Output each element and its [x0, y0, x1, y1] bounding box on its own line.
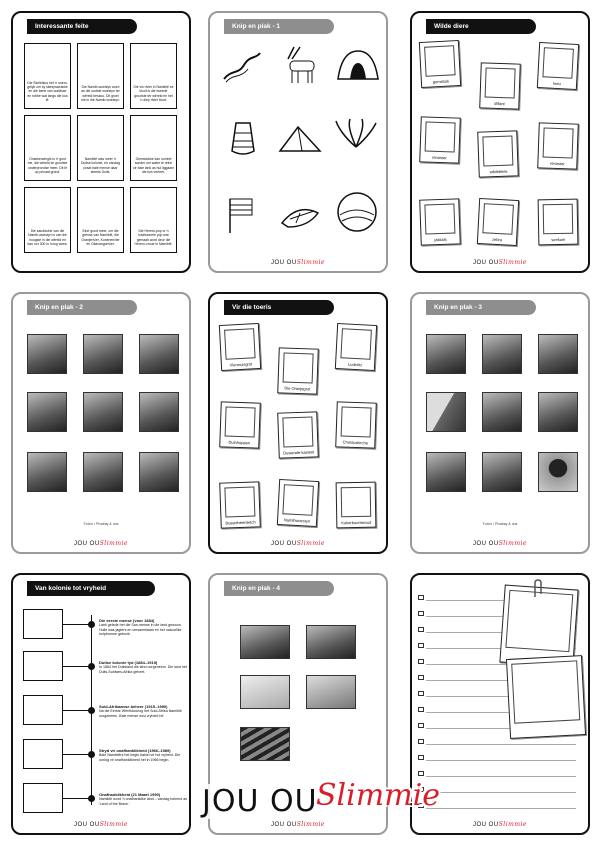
welwitschia-icon: [334, 117, 378, 157]
footer-logo: JOU OUSlimmie: [74, 821, 128, 828]
photo-frame: Duinhoppen: [219, 401, 261, 448]
checkbox[interactable]: [418, 627, 424, 632]
photo-oryx: [27, 452, 67, 492]
checkbox[interactable]: [418, 755, 424, 760]
photo-jackal: [83, 334, 123, 374]
fact-card: Namibië was meer 'n Duitse kolonie, en vandag praat baie mense daar steeds Duits.: [77, 115, 124, 181]
photo-quiver-trees: [426, 334, 466, 374]
fact-card: Onsekerwingis is 'n gunt me, die wêreld se grootste onderprondse meer. Dit lê op privaat grond.: [24, 115, 71, 181]
photo-frame: Duwende-kasteel: [277, 411, 319, 458]
timeline-entry: Stryd vir onafhanklikheid (1966–1989) Baie Namibiërs het begin baklei vir hul vryheid. Die oorlog vir onafhanklikheid het in 1966 begin.: [99, 748, 181, 762]
photo-frame: gemsbok: [419, 40, 461, 88]
photo-waterfall: [482, 452, 522, 492]
checkbox[interactable]: [418, 659, 424, 664]
note-line: [426, 792, 576, 793]
photo-house: [426, 452, 466, 492]
photo-frame: Christuskirche: [335, 401, 377, 448]
fact-card: Die Herero-pop is 'n tradisionele pop wat gemaak word deur die Herero-vroue in Namibië.: [130, 187, 177, 253]
photo-acacia-savanna: [482, 334, 522, 374]
photo-frame: zebra: [477, 198, 519, 246]
sheet-wild-animals: [410, 11, 590, 273]
canyon-icon: [336, 191, 378, 233]
note-line: [426, 776, 576, 777]
timeline-box: [23, 651, 63, 681]
photo-frame: renoster: [537, 122, 579, 169]
timeline-dot: [88, 795, 95, 802]
photo-rhino: [139, 334, 179, 374]
checkbox[interactable]: [418, 691, 424, 696]
timeline-box: [23, 739, 63, 769]
photo-frame: Vlermuisgrot: [219, 323, 261, 371]
brand-logo: [198, 778, 448, 838]
timeline-dot: [88, 663, 95, 670]
note-line: [426, 760, 576, 761]
photo-lion: [83, 392, 123, 432]
footer-logo: JOU OUSlimmie: [271, 540, 325, 547]
timeline-connector: [63, 798, 91, 799]
timeline-dot: [88, 751, 95, 758]
photo-river-canyon: [482, 392, 522, 432]
fact-card: Die vis rivier in Namibië se kloof is die tweede grootste ter wêreld en het 'n diep rivier kloof.: [130, 43, 177, 109]
footer-logo: JOU OUSlimmie: [271, 259, 325, 266]
timeline-dot: [88, 707, 95, 714]
footer-logo: JOU OUSlimmie: [271, 821, 325, 828]
photo-zebra: [83, 452, 123, 492]
checkbox[interactable]: [418, 771, 424, 776]
photo-signing: [306, 675, 356, 709]
photo-credit: Foto's / Pixabay & ons: [83, 522, 119, 526]
photo-rocks: [538, 334, 578, 374]
sheet-interesting-facts: [11, 11, 191, 273]
timeline-box: [23, 609, 63, 639]
photo-frame-large: [506, 655, 586, 739]
timeline-entry: Duitse kolonie tyd (1884–1915) In 1884 het Duitsland die land oorgeneem. Die land het Duits-Suidwes-Afrika geheet.: [99, 660, 187, 674]
note-line: [426, 744, 576, 745]
checkbox[interactable]: [418, 643, 424, 648]
sheet-knip-3: [410, 292, 590, 554]
checkbox[interactable]: [418, 595, 424, 600]
timeline-connector: [63, 624, 91, 625]
paperclip-icon: [530, 579, 544, 599]
sheet-knip-1: [208, 11, 388, 273]
photo-frame: wildebees: [477, 130, 519, 177]
timeline-dot: [88, 621, 95, 628]
fact-card: Eine groot meer, om die grense van Namibië, die Oranjerivier, Kunenerivier en Okavangorivier.: [77, 187, 124, 253]
timeline-box: [23, 695, 63, 725]
basket-icon: [230, 117, 256, 157]
photo-frame: Luderitz: [335, 323, 377, 371]
sheet-title: Vir die toeris: [224, 300, 334, 315]
photo-frame: Bussieheerskitch: [219, 481, 261, 528]
photo-building: [538, 392, 578, 432]
photo-frame: jakkals: [419, 198, 461, 245]
timeline-connector: [63, 754, 91, 755]
photo-frame: renoster: [419, 116, 461, 163]
photo-frame: olifant: [479, 62, 521, 109]
checkbox[interactable]: [418, 611, 424, 616]
checkbox[interactable]: [418, 707, 424, 712]
checkbox[interactable]: [418, 723, 424, 728]
photo-frame: leeu: [537, 42, 579, 90]
timeline-entry: Die eerste mense (voor 1884) Lank gelede het die San-mense in die land gewoon. Hulle was jagters en versamelaars en het natuurlike hulpbronne gebruik.: [99, 618, 182, 637]
footer-logo: JOU OUSlimmie: [74, 540, 128, 547]
sheet-knip-2: [11, 292, 191, 554]
photo-dune: [426, 392, 466, 432]
photo-elephant: [27, 334, 67, 374]
photo-portrait: [306, 625, 356, 659]
river-map-icon: [220, 49, 264, 85]
fact-card: Die sandduine van die Namib-woestyn is van die hoogste in die wêreld en kan oor 300 m hoog wees.: [24, 187, 71, 253]
timeline-entry: Onafhanklikheid (21 Maart 1990) Namibië word 'n onafhanklike land – vandag bekend as 'Land of the Brave.': [99, 792, 187, 806]
photo-frame: Namibwoestyn: [277, 479, 319, 527]
sheet-title: Knip en plak - 4: [224, 581, 334, 596]
photo-frame: seekoei: [538, 199, 579, 246]
timeline-entry: Suid-Afrikaanse beheer (1915–1990) Ná die Eerste Wêreldoorlog het Suid-Afrika Namibië oorgeneem. Baie mense wou vryheid hê.: [99, 704, 182, 718]
brand-logo-text: JOU OU: [198, 784, 322, 819]
photo-map: [240, 675, 290, 709]
photo-flag-waving: [240, 727, 290, 761]
photo-frame: Kokerboomwoud: [336, 482, 377, 529]
brand-logo-script: Slimmie: [316, 778, 440, 813]
fact-card: Die Namib-woestyn word as die oudste woestyn ter wêreld beskou. Dit groei nie in die Namib-woestyn.: [77, 43, 124, 109]
fact-card: Gemsbokke kan oorleef sonder om water te drink vir baie lank as hul liggaam die kos verteer.: [130, 115, 177, 181]
photo-wildebeest: [27, 392, 67, 432]
checkbox[interactable]: [418, 739, 424, 744]
footer-logo: JOU OUSlimmie: [473, 259, 527, 266]
fact-card: Die Skeletkus het 'n noem- gelyk om sy skeepswrakke en die bene van walvisse en robbe wat langs die kus lê.: [24, 43, 71, 109]
dune-icon: [278, 123, 322, 153]
flag-icon: [226, 195, 256, 235]
photo-hippo: [139, 452, 179, 492]
sheet-tourist: [208, 292, 388, 554]
sheet-title: Knip en plak - 3: [426, 300, 536, 315]
sheet-title: Wilde diere: [426, 19, 536, 34]
photo-credit: Foto's / Pixabay & ons: [482, 522, 518, 526]
sheet-history-timeline: [11, 573, 191, 835]
timeline-box: [23, 783, 63, 813]
timeline-connector: [63, 710, 91, 711]
sheet-title: Interessante feite: [27, 19, 137, 34]
timeline-connector: [63, 666, 91, 667]
photo-frame: Die Oranjegrot: [277, 347, 319, 394]
sheet-title: Knip en plak - 2: [27, 300, 137, 315]
photo-colonial-building: [240, 625, 290, 659]
sheet-title: Knip en plak - 1: [224, 19, 334, 34]
cave-icon: [336, 47, 380, 81]
checkbox[interactable]: [418, 675, 424, 680]
footer-logo: JOU OUSlimmie: [473, 540, 527, 547]
oryx-icon: [280, 45, 320, 85]
note-line: [426, 808, 576, 809]
photo-eagle: [139, 392, 179, 432]
photo-tree-silhouette: [538, 452, 578, 492]
sheet-title: Van kolonie tot vryheid: [27, 581, 155, 596]
skeleton-coast-icon: [278, 193, 324, 233]
footer-logo: JOU OUSlimmie: [473, 821, 527, 828]
